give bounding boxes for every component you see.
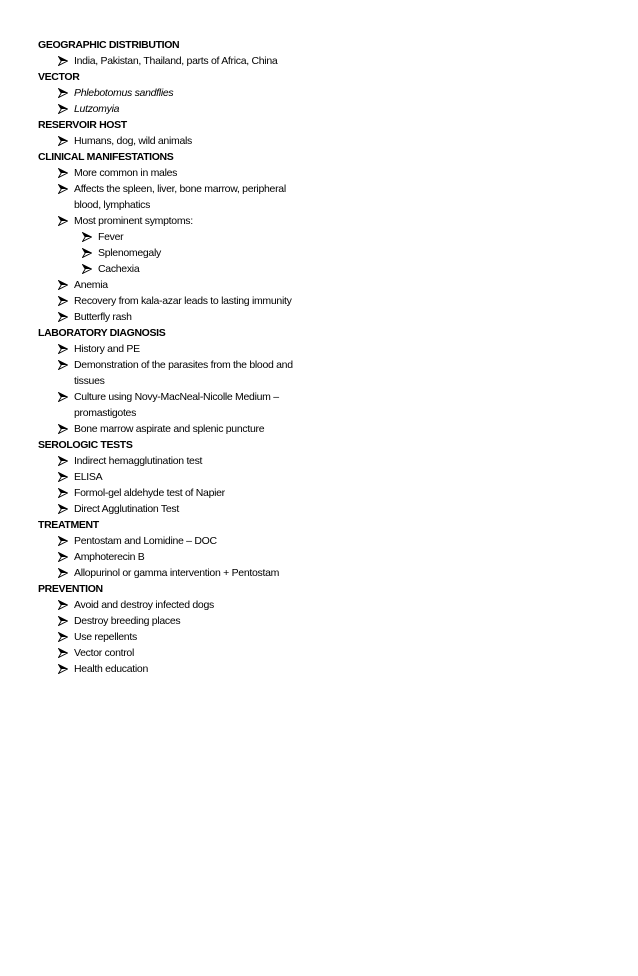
- bullet-list: [38, 453, 358, 517]
- sub-list-item: Splenomegaly: [38, 245, 358, 261]
- arrow-bullet-icon: [58, 277, 70, 293]
- list-item: Most prominent symptoms:: [38, 213, 358, 229]
- list-item: India, Pakistan, Thailand, parts of Africa, China: [38, 53, 358, 69]
- section-heading: RESERVOIR HOST: [38, 119, 127, 131]
- section-heading: SEROLOGIC TESTS: [38, 439, 133, 451]
- arrow-bullet-icon: [58, 101, 70, 117]
- section-prevention: [38, 581, 358, 677]
- list-item: Affects the spleen, liver, bone marrow, peripheral blood, lymphatics: [38, 181, 358, 213]
- arrow-bullet-icon: [58, 181, 70, 197]
- arrow-bullet-icon: [58, 389, 70, 405]
- list-item: More common in males: [38, 165, 358, 181]
- arrow-bullet-icon: [58, 533, 70, 549]
- arrow-bullet-icon: [58, 213, 70, 229]
- arrow-bullet-icon: [58, 453, 70, 469]
- arrow-bullet-icon: [58, 309, 70, 325]
- section-laboratory-diagnosis: [38, 325, 358, 437]
- list-item: Lutzomyia: [38, 101, 358, 117]
- bullet-list: [38, 341, 358, 437]
- arrow-bullet-icon: [58, 165, 70, 181]
- arrow-bullet-icon: [82, 261, 94, 277]
- section-heading: TREATMENT: [38, 519, 99, 531]
- list-item: Pentostam and Lomidine – DOC: [38, 533, 358, 549]
- section-heading: GEOGRAPHIC DISTRIBUTION: [38, 39, 180, 51]
- arrow-bullet-icon: [58, 485, 70, 501]
- section-heading: PREVENTION: [38, 583, 103, 595]
- list-item: Amphoterecin B: [38, 549, 358, 565]
- document-body: [38, 37, 358, 677]
- list-item: Health education: [38, 661, 358, 677]
- list-item: ELISA: [38, 469, 358, 485]
- list-item: Butterfly rash: [38, 309, 358, 325]
- list-item: Anemia: [38, 277, 358, 293]
- arrow-bullet-icon: [58, 469, 70, 485]
- section-heading: VECTOR: [38, 71, 80, 83]
- list-item: Destroy breeding places: [38, 613, 358, 629]
- section-geographic-distribution: [38, 37, 358, 69]
- arrow-bullet-icon: [58, 133, 70, 149]
- section-heading: LABORATORY DIAGNOSIS: [38, 327, 166, 339]
- arrow-bullet-icon: [58, 565, 70, 581]
- section-treatment: [38, 517, 358, 581]
- arrow-bullet-icon: [58, 341, 70, 357]
- arrow-bullet-icon: [58, 85, 70, 101]
- list-item: Bone marrow aspirate and splenic puncture: [38, 421, 358, 437]
- list-item: Demonstration of the parasites from the blood and tissues: [38, 357, 358, 389]
- list-item: Allopurinol or gamma intervention + Pentostam: [38, 565, 358, 581]
- arrow-bullet-icon: [58, 357, 70, 373]
- section-heading: CLINICAL MANIFESTATIONS: [38, 151, 174, 163]
- arrow-bullet-icon: [58, 53, 70, 69]
- arrow-bullet-icon: [58, 645, 70, 661]
- list-item: History and PE: [38, 341, 358, 357]
- arrow-bullet-icon: [58, 661, 70, 677]
- list-item: Indirect hemagglutination test: [38, 453, 358, 469]
- arrow-bullet-icon: [82, 229, 94, 245]
- bullet-list: [38, 133, 358, 149]
- bullet-list: [38, 533, 358, 581]
- bullet-list: [38, 597, 358, 677]
- bullet-list: [38, 53, 358, 69]
- arrow-bullet-icon: [58, 613, 70, 629]
- section-clinical-manifestations: [38, 149, 358, 325]
- arrow-bullet-icon: [58, 629, 70, 645]
- sub-list-item: Cachexia: [38, 261, 358, 277]
- arrow-bullet-icon: [82, 245, 94, 261]
- list-item: Humans, dog, wild animals: [38, 133, 358, 149]
- arrow-bullet-icon: [58, 421, 70, 437]
- sub-list-item: Fever: [38, 229, 358, 245]
- list-item: Recovery from kala-azar leads to lasting immunity: [38, 293, 358, 309]
- section-vector: [38, 69, 358, 117]
- arrow-bullet-icon: [58, 293, 70, 309]
- list-item: Avoid and destroy infected dogs: [38, 597, 358, 613]
- bullet-list: [38, 165, 358, 325]
- section-reservoir-host: [38, 117, 358, 149]
- list-item: Direct Agglutination Test: [38, 501, 358, 517]
- arrow-bullet-icon: [58, 597, 70, 613]
- list-item: Vector control: [38, 645, 358, 661]
- list-item: Phlebotomus sandflies: [38, 85, 358, 101]
- arrow-bullet-icon: [58, 549, 70, 565]
- arrow-bullet-icon: [58, 501, 70, 517]
- list-item: Formol-gel aldehyde test of Napier: [38, 485, 358, 501]
- bullet-list: [38, 85, 358, 117]
- list-item: Culture using Novy-MacNeal-Nicolle Medium – promastigotes: [38, 389, 358, 421]
- list-item: Use repellents: [38, 629, 358, 645]
- section-serologic-tests: [38, 437, 358, 517]
